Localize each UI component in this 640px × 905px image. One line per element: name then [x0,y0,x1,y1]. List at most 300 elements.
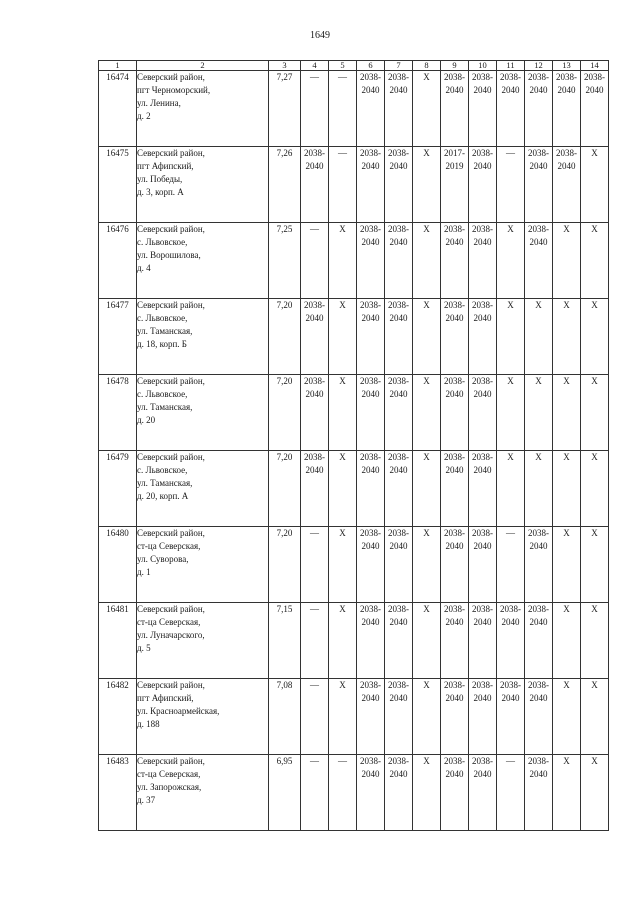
period-cell [357,451,385,527]
period-start: 2038- [388,300,409,310]
period-cell: — [301,755,329,831]
period-cell [525,679,553,755]
column-header: 8 [413,61,441,71]
address-line: Северский район, [137,376,205,386]
period-end: 2040 [473,237,492,247]
period-start: 2038- [388,452,409,462]
address-cell [137,603,269,679]
housing-register-table [98,60,609,831]
period-start: 2038- [472,756,493,766]
period-cell: Х [413,451,441,527]
period-start: 2038- [360,224,381,234]
period-end: 2040 [585,85,604,95]
period-cell [357,375,385,451]
period-cell [385,679,413,755]
period-cell: — [301,679,329,755]
row-id: 16476 [99,223,137,299]
period-end: 2040 [473,617,492,627]
period-cell [469,603,497,679]
address-line: д. 188 [137,719,160,729]
period-start: 2038- [388,528,409,538]
address-line: ул. Запорожская, [137,782,202,792]
period-end: 2040 [361,389,380,399]
period-start: 2038- [388,680,409,690]
period-cell [357,603,385,679]
address-line: ул. Таманская, [137,402,193,412]
period-cell: Х [413,147,441,223]
address-line: д. 37 [137,795,156,805]
period-end: 2040 [389,389,408,399]
period-cell [469,679,497,755]
period-cell [469,527,497,603]
period-end: 2040 [501,617,520,627]
address-line: ул. Таманская, [137,478,193,488]
period-start: 2038- [528,756,549,766]
period-start: 2038- [444,376,465,386]
period-cell [525,147,553,223]
period-end: 2040 [473,85,492,95]
table-row [99,299,609,375]
period-end: 2040 [305,389,324,399]
period-cell [357,527,385,603]
period-cell [581,71,609,147]
column-header: 13 [553,61,581,71]
column-header: 10 [469,61,497,71]
period-cell [525,755,553,831]
address-line: пгт Афипский, [137,161,194,171]
address-line: пгт Черноморский, [137,85,211,95]
period-end: 2040 [361,85,380,95]
period-cell: Х [553,603,581,679]
period-end: 2040 [445,769,464,779]
period-start: 2038- [360,376,381,386]
period-end: 2040 [361,237,380,247]
address-line: ул. Луначарского, [137,630,205,640]
period-start: 2038- [388,72,409,82]
period-cell: Х [497,223,525,299]
address-cell [137,71,269,147]
period-cell: Х [553,223,581,299]
period-start: 2038- [472,528,493,538]
period-cell [525,603,553,679]
period-start: 2038- [528,528,549,538]
address-line: с. Львовское, [137,237,188,247]
period-end: 2040 [529,541,548,551]
period-start: 2038- [556,72,577,82]
column-header: 6 [357,61,385,71]
address-line: д. 2 [137,111,151,121]
period-cell [497,679,525,755]
address-line: ст-ца Северская, [137,617,201,627]
period-end: 2040 [445,465,464,475]
address-line: ул. Победы, [137,174,183,184]
period-cell: Х [581,603,609,679]
address-line: Северский район, [137,680,205,690]
period-end: 2040 [361,161,380,171]
period-cell: Х [413,299,441,375]
period-cell [497,603,525,679]
period-cell [469,147,497,223]
period-cell [469,451,497,527]
period-end: 2040 [389,313,408,323]
area-cell: 7,20 [269,451,301,527]
address-cell [137,679,269,755]
row-id: 16477 [99,299,137,375]
period-start: 2038- [360,680,381,690]
area-cell: 7,20 [269,375,301,451]
row-id: 16475 [99,147,137,223]
period-start: 2038- [388,604,409,614]
period-cell: — [329,71,357,147]
period-start: 2038- [388,148,409,158]
period-cell: Х [413,679,441,755]
address-line: ул. Ворошилова, [137,250,201,260]
period-cell: Х [525,375,553,451]
address-line: Северский район, [137,452,205,462]
period-end: 2040 [473,161,492,171]
period-start: 2038- [444,680,465,690]
period-cell: Х [525,451,553,527]
period-start: 2038- [528,680,549,690]
period-cell: — [329,755,357,831]
period-end: 2040 [445,541,464,551]
period-start: 2038- [360,756,381,766]
period-cell [385,147,413,223]
period-cell: Х [581,147,609,223]
period-end: 2040 [529,769,548,779]
period-start: 2038- [360,604,381,614]
period-end: 2040 [473,769,492,779]
address-line: Северский район, [137,300,205,310]
period-start: 2038- [444,300,465,310]
period-start: 2038- [472,376,493,386]
address-line: д. 3, корп. А [137,187,184,197]
period-end: 2040 [361,541,380,551]
row-id: 16482 [99,679,137,755]
period-cell [441,299,469,375]
period-end: 2040 [361,617,380,627]
period-cell: — [329,147,357,223]
period-cell [357,147,385,223]
address-line: д. 20 [137,415,156,425]
period-cell: Х [413,375,441,451]
address-line: с. Львовское, [137,465,188,475]
period-start: 2038- [556,148,577,158]
area-cell: 7,27 [269,71,301,147]
header-row [99,61,609,71]
period-start: 2038- [444,452,465,462]
address-cell [137,147,269,223]
period-end: 2040 [389,465,408,475]
area-cell: 6,95 [269,755,301,831]
address-line: д. 5 [137,643,151,653]
column-header: 3 [269,61,301,71]
table-row [99,71,609,147]
period-cell [441,223,469,299]
period-start: 2038- [388,376,409,386]
period-end: 2040 [445,237,464,247]
address-line: Северский район, [137,604,205,614]
address-cell [137,527,269,603]
row-id: 16474 [99,71,137,147]
period-cell: Х [553,375,581,451]
period-start: 2038- [444,72,465,82]
column-header: 2 [137,61,269,71]
period-start: 2038- [444,528,465,538]
period-cell: Х [329,299,357,375]
period-cell: Х [329,223,357,299]
period-cell [469,223,497,299]
period-start: 2038- [360,72,381,82]
address-line: ст-ца Северская, [137,769,201,779]
period-end: 2040 [305,465,324,475]
table-row [99,451,609,527]
period-cell [497,71,525,147]
table-row [99,147,609,223]
period-cell: Х [329,451,357,527]
period-cell [441,147,469,223]
period-cell [385,451,413,527]
period-cell: Х [497,375,525,451]
period-end: 2040 [473,693,492,703]
address-line: Северский район, [137,148,205,158]
period-cell [385,527,413,603]
table-row [99,603,609,679]
table-row [99,375,609,451]
address-line: д. 20, корп. А [137,491,189,501]
address-line: ул. Таманская, [137,326,193,336]
period-start: 2017- [444,148,465,158]
address-line: Северский район, [137,756,205,766]
period-cell [357,679,385,755]
period-cell: Х [413,71,441,147]
row-id: 16478 [99,375,137,451]
address-line: д. 18, корп. Б [137,339,187,349]
period-end: 2040 [557,161,576,171]
period-end: 2040 [473,313,492,323]
table-row [99,755,609,831]
period-cell: Х [329,603,357,679]
period-start: 2038- [388,224,409,234]
address-cell [137,299,269,375]
period-cell: — [497,755,525,831]
address-line: д. 1 [137,567,151,577]
period-end: 2040 [529,617,548,627]
period-end: 2040 [305,161,324,171]
period-start: 2038- [444,224,465,234]
period-cell [525,71,553,147]
period-end: 2040 [389,85,408,95]
period-cell [441,755,469,831]
period-cell [385,603,413,679]
period-cell [441,375,469,451]
period-start: 2038- [472,72,493,82]
period-cell: — [497,147,525,223]
period-cell [357,299,385,375]
period-end: 2040 [389,161,408,171]
period-cell [469,71,497,147]
row-id: 16479 [99,451,137,527]
period-start: 2038- [472,224,493,234]
period-start: 2038- [304,300,325,310]
area-cell: 7,15 [269,603,301,679]
period-start: 2038- [444,756,465,766]
period-cell: — [301,71,329,147]
period-cell: Х [497,299,525,375]
period-cell [441,451,469,527]
period-end: 2040 [473,541,492,551]
period-cell [301,451,329,527]
area-cell: 7,08 [269,679,301,755]
period-cell: — [301,223,329,299]
period-cell [441,679,469,755]
period-start: 2038- [528,148,549,158]
address-line: ул. Суворова, [137,554,189,564]
period-cell [357,755,385,831]
period-end: 2019 [445,161,464,171]
column-header: 14 [581,61,609,71]
period-end: 2040 [389,541,408,551]
period-cell [525,223,553,299]
period-cell [385,71,413,147]
period-end: 2040 [305,313,324,323]
period-cell: Х [553,527,581,603]
period-cell: Х [413,527,441,603]
period-cell [385,375,413,451]
period-cell: Х [329,375,357,451]
period-end: 2040 [361,313,380,323]
period-end: 2040 [445,313,464,323]
period-cell [553,71,581,147]
period-cell [525,527,553,603]
period-start: 2038- [444,604,465,614]
period-start: 2038- [388,756,409,766]
address-line: ул. Ленина, [137,98,181,108]
period-end: 2040 [473,465,492,475]
period-start: 2038- [472,604,493,614]
period-start: 2038- [584,72,605,82]
period-cell [301,147,329,223]
period-start: 2038- [500,72,521,82]
period-cell [357,71,385,147]
column-header: 9 [441,61,469,71]
column-header: 5 [329,61,357,71]
address-cell [137,451,269,527]
period-cell: Х [581,223,609,299]
period-cell: — [301,527,329,603]
area-cell: 7,25 [269,223,301,299]
period-end: 2040 [361,693,380,703]
period-start: 2038- [360,528,381,538]
period-end: 2040 [529,237,548,247]
address-line: д. 4 [137,263,151,273]
period-end: 2040 [389,693,408,703]
period-end: 2040 [501,693,520,703]
address-line: Северский район, [137,528,205,538]
period-end: 2040 [501,85,520,95]
period-cell [441,527,469,603]
period-end: 2040 [473,389,492,399]
period-cell: Х [581,755,609,831]
period-end: 2040 [389,769,408,779]
row-id: 16481 [99,603,137,679]
period-start: 2038- [528,224,549,234]
page-number: 1649 [310,30,330,41]
period-cell [469,755,497,831]
period-end: 2040 [529,85,548,95]
period-end: 2040 [529,693,548,703]
area-cell: 7,20 [269,299,301,375]
column-header: 7 [385,61,413,71]
period-end: 2040 [557,85,576,95]
area-cell: 7,20 [269,527,301,603]
column-header: 4 [301,61,329,71]
period-cell [301,299,329,375]
period-cell [385,299,413,375]
period-cell [553,147,581,223]
period-cell: Х [497,451,525,527]
address-cell [137,223,269,299]
period-end: 2040 [361,465,380,475]
table-row [99,223,609,299]
period-cell: Х [329,527,357,603]
column-header: 1 [99,61,137,71]
period-cell: Х [581,299,609,375]
column-header: 11 [497,61,525,71]
table-row [99,679,609,755]
column-header: 12 [525,61,553,71]
period-end: 2040 [445,617,464,627]
period-start: 2038- [500,604,521,614]
address-line: пгт Афипский, [137,693,194,703]
period-cell: Х [413,223,441,299]
area-cell: 7,26 [269,147,301,223]
period-cell: Х [581,527,609,603]
address-line: с. Львовское, [137,389,188,399]
period-cell: Х [581,679,609,755]
address-line: с. Львовское, [137,313,188,323]
period-start: 2038- [500,680,521,690]
period-cell: Х [413,755,441,831]
period-cell [301,375,329,451]
period-cell: Х [413,603,441,679]
address-line: Северский район, [137,224,205,234]
period-cell: Х [553,299,581,375]
row-id: 16483 [99,755,137,831]
period-start: 2038- [472,148,493,158]
period-end: 2040 [445,85,464,95]
period-cell [357,223,385,299]
period-start: 2038- [360,300,381,310]
period-start: 2038- [304,148,325,158]
period-start: 2038- [304,452,325,462]
period-cell [469,299,497,375]
address-cell [137,755,269,831]
table-row [99,527,609,603]
period-start: 2038- [304,376,325,386]
period-start: 2038- [472,452,493,462]
period-end: 2040 [389,237,408,247]
period-start: 2038- [528,72,549,82]
period-cell [441,71,469,147]
period-start: 2038- [360,148,381,158]
period-start: 2038- [360,452,381,462]
address-line: Северский район, [137,72,205,82]
period-start: 2038- [472,300,493,310]
period-start: 2038- [528,604,549,614]
period-cell: Х [581,451,609,527]
address-cell [137,375,269,451]
